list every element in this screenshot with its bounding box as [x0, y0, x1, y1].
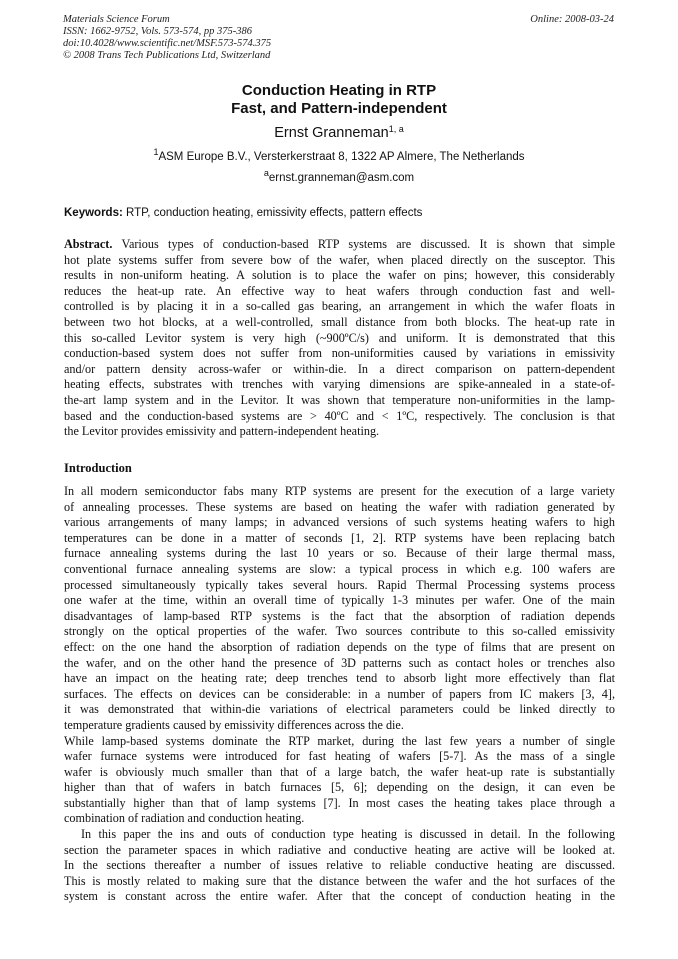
- intro-line: substantially higher than that of lamp systems [7]. In most cases the heating takes place through a: [64, 795, 615, 810]
- intro-line: While lamp-based systems dominate the RTP market, during the last few years a number of single: [64, 733, 615, 748]
- doi-line: doi:10.4028/www.scientific.net/MSF.573-574.375: [63, 38, 272, 49]
- journal-header: [63, 14, 271, 62]
- intro-line: In the sections thereafter a number of issues relative to reliable conductive heating are discussed.: [64, 858, 615, 873]
- affiliation: [0, 147, 678, 164]
- intro-line: wafer is obviously much smaller than that of a large batch, the wafer heat-up rate is substantially: [64, 764, 615, 779]
- intro-line: higher than that of wafers in batch furnaces [5, 6]; depending on the design, it can even be: [64, 780, 615, 795]
- paper-title-line-1: Conduction Heating in RTP: [241, 82, 437, 99]
- abstract-label: Abstract.: [64, 237, 113, 251]
- intro-line: section the parameter spaces in which radiative and conductive heating are active will be looked at.: [64, 842, 615, 857]
- abstract-line: based and the conduction-based systems are > 40ºC and < 1ºC, respectively. The conclusion is that: [64, 408, 615, 423]
- intro-line: have an impact on the heating rate; deep trenches tend to absorb light more effectively than flat: [64, 671, 615, 686]
- abstract-line: controlled is by placing it in a so-called gas bearing, an arrangement in which the wafer floats in: [64, 299, 615, 314]
- intro-line: effect: on the one hand the absorption of radiation depends on the type of films that are present on: [64, 639, 615, 654]
- affiliation-marker: 1: [153, 147, 159, 157]
- introduction-body: [64, 484, 615, 905]
- intro-line: of annealing processes. These systems are based on heating the wafer with radiation generated by: [64, 499, 615, 514]
- keywords: [64, 206, 624, 220]
- abstract-line: conduction-based system does not suffer from non-uniformities caused by variations in emissivity: [64, 346, 615, 361]
- intro-line: furnace annealing systems during the last 10 years or so. Because of their large thermal mass,: [64, 546, 615, 561]
- intro-line: wafer furnace systems were introduced for fast heating of wafers [5-7]. As the mass of a single: [64, 749, 615, 764]
- abstract-line: between two hot blocks, at a well-controlled, small distance from both blocks. The heat-up rate in: [64, 314, 615, 329]
- intro-line: it was demonstrated that within-die variations of electrical parameters could be linked directly to: [64, 702, 615, 717]
- intro-line: This is mostly related to making sure that the distance between the wafer and the hot surfaces of the: [64, 873, 615, 888]
- intro-line: one wafer at the time, within an overall time of typically 1-3 minutes per wafer. One of the main: [64, 593, 615, 608]
- intro-line: the wafer, and on the other hand the presence of 3D patterns such as contact holes or trenches also: [64, 655, 615, 670]
- email: [0, 168, 678, 185]
- intro-line: processed simultaneously typically takes several hours. Rapid Thermal Processing systems process: [64, 577, 615, 592]
- abstract-line: reduces the heat-up rate. An effective way to heat wafers through conduction fast and well-: [64, 283, 615, 298]
- author-superscript: 1, a: [388, 124, 404, 134]
- journal-name: Materials Science Forum: [63, 14, 170, 25]
- abstract: [64, 237, 615, 440]
- online-date-text: Online: 2008-03-24: [530, 14, 614, 25]
- abstract-line: results in non-uniform heating. A solution is to place the wafer on pins; however, this considerably: [64, 268, 615, 283]
- issn-line: ISSN: 1662-9752, Vols. 573-574, pp 375-386: [63, 26, 252, 37]
- intro-line: combination of radiation and conduction heating.: [64, 811, 305, 826]
- online-date: [530, 14, 614, 26]
- intro-line: temperature gradients caused by emissivity differences across the die.: [64, 717, 404, 732]
- intro-line: strongly on the optical properties of the wafer. Two sources contribute to this so-called emissivity: [64, 624, 615, 639]
- affiliation-text: ASM Europe B.V., Versterkerstraat 8, 1322 AP Almere, The Netherlands: [158, 151, 525, 163]
- abstract-line: hot plate systems suffer from severe bow of the wafer, when placed directly on the susceptor. This: [64, 252, 615, 267]
- intro-line: In this paper the ins and outs of conduction type heating is discussed in detail. In the following: [81, 827, 615, 842]
- email-address: ernst.granneman@asm.com: [268, 172, 415, 184]
- intro-line: disadvantages of lamp-based RTP systems is the fact that the absorption of radiation depends: [64, 608, 615, 623]
- paper-title-line-2: Fast, and Pattern-independent: [231, 100, 447, 117]
- abstract-line: Abstract. Various types of conduction-based RTP systems are discussed. It is shown that simple: [64, 237, 615, 251]
- intro-line: temperatures can be done in a matter of seconds [1, 2]. RTP systems have been replacing batch: [64, 530, 615, 545]
- abstract-line: heating effects, substrates with trenches with varying dimensions are spike-annealed in a state-of-: [64, 377, 615, 392]
- intro-line: surfaces. The effects on devices can be considerable: in a number of papers from IC makers [3, 4],: [64, 686, 615, 701]
- abstract-line: this so-called Levitor system is very high (~900ºC/s) and uniform. It is demonstrated that this: [64, 330, 615, 345]
- abstract-line: the Levitor provides emissivity and pattern-independent heating.: [64, 424, 380, 439]
- author-name: Ernst Granneman: [274, 125, 389, 141]
- keywords-label: Keywords:: [64, 207, 123, 219]
- intro-line: various arrangements of many lamps; in advanced versions of such systems heating wafers to high: [64, 515, 615, 530]
- keywords-text: RTP, conduction heating, emissivity effects, pattern effects: [122, 207, 423, 219]
- intro-line: In all modern semiconductor fabs many RTP systems are present for the execution of a large variety: [64, 484, 615, 498]
- intro-line: system is constant across the entire wafer. After that the concept of conduction heating in the: [64, 889, 615, 904]
- abstract-line: and/or pattern density across-wafer or within-die. In a direct comparison on pattern-dependent: [64, 361, 615, 376]
- author: [0, 124, 678, 142]
- copyright-line: © 2008 Trans Tech Publications Ltd, Switzerland: [63, 50, 271, 61]
- section-heading-introduction: Introduction: [64, 461, 132, 475]
- abstract-line: the-art lamp system and in the Levitor. It was shown that temperature non-uniformities in the lamp-: [64, 392, 615, 407]
- email-marker: a: [263, 168, 269, 178]
- intro-line: conventional furnace annealing systems are slow: a typical process in which e.g. 100 wafers are: [64, 561, 615, 576]
